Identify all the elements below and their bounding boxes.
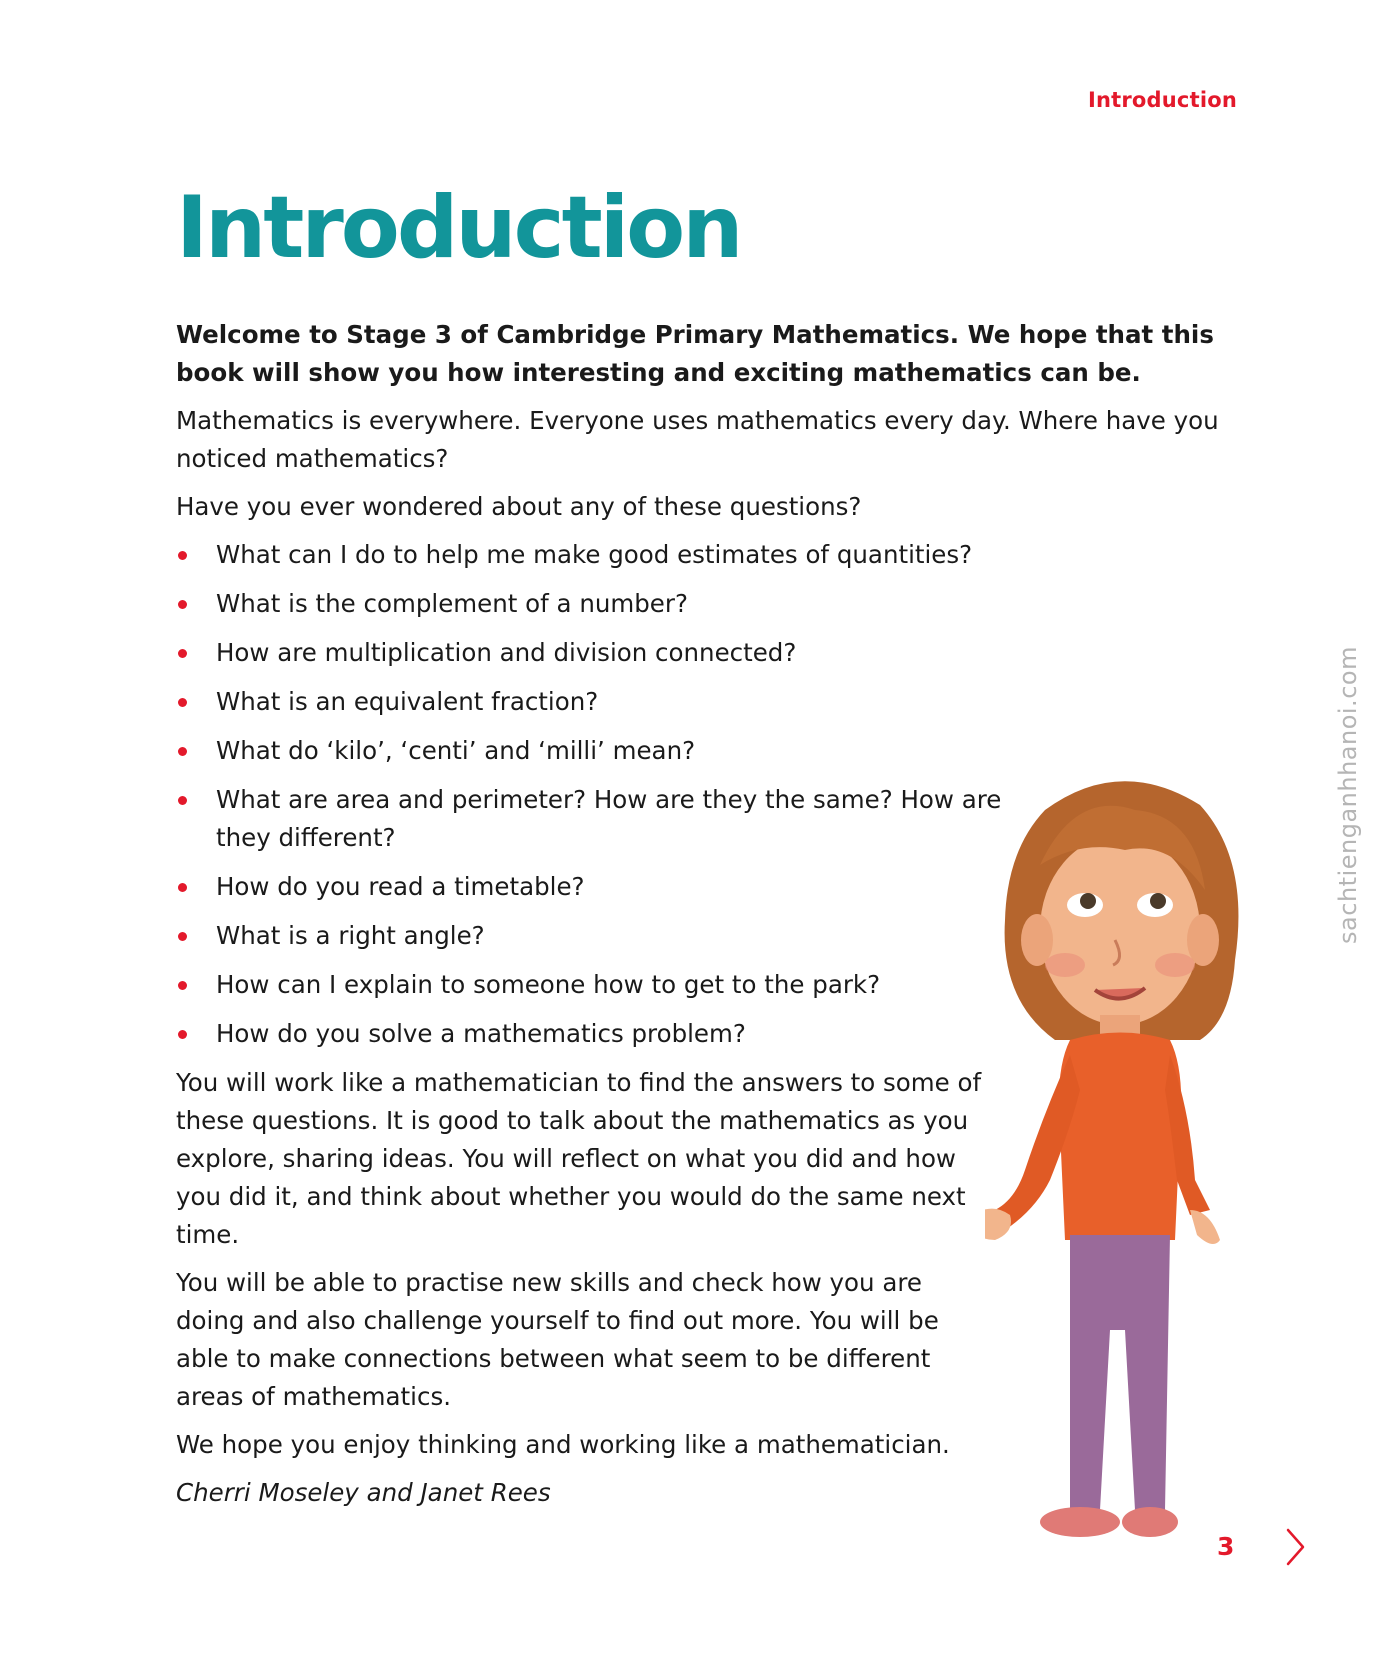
list-item — [176, 536, 1236, 574]
list-item-text: What is a right angle? — [216, 921, 485, 950]
list-item-text: How do you solve a mathematics problem? — [216, 1019, 746, 1048]
list-item-text: What is an equivalent fraction? — [216, 687, 599, 716]
enjoy-paragraph: We hope you enjoy thinking and working like a mathematician. — [176, 1430, 950, 1459]
bullet-icon — [178, 747, 187, 756]
authors: Cherri Moseley and Janet Rees — [176, 1478, 551, 1507]
bullet-icon — [178, 981, 187, 990]
list-item — [176, 781, 1006, 857]
everywhere-paragraph: Mathematics is everywhere. Everyone uses mathematics every day. Where have you noticed mathematics? — [176, 406, 1219, 473]
bullet-icon — [178, 698, 187, 707]
list-item-text: What is the complement of a number? — [216, 589, 688, 618]
list-item-text: How are multiplication and division connected? — [216, 638, 797, 667]
bullet-icon — [178, 883, 187, 892]
watermark: sachtienganhhanoi.com — [1334, 646, 1362, 944]
work-like-paragraph: You will work like a mathematician to find the answers to some of these questions. It is good to talk about the mathematics as you explore, sharing ideas. You will reflect on what you did and how you did it, and think about whether you would do the same next time. — [176, 1068, 982, 1249]
list-item-text: How can I explain to someone how to get to the park? — [216, 970, 881, 999]
running-head: Introduction — [1087, 88, 1237, 112]
practise-paragraph: You will be able to practise new skills and check how you are doing and also challenge yourself to find out more. You will be able to make connections between what seem to be different areas of mathematics. — [176, 1268, 939, 1411]
list-item-text: What can I do to help me make good estimates of quantities? — [216, 540, 973, 569]
questions-prompt: Have you ever wondered about any of these questions? — [176, 492, 862, 521]
list-item-text: What do ‘kilo’, ‘centi’ and ‘milli’ mean? — [216, 736, 696, 765]
intro-paragraph: Welcome to Stage 3 of Cambridge Primary Mathematics. We hope that this book will show you how interesting and exciting mathematics can be. — [176, 320, 1214, 387]
page-number: 3 — [1217, 1532, 1235, 1561]
list-item — [176, 634, 1236, 672]
bullet-icon — [178, 649, 187, 658]
list-item — [176, 732, 1236, 770]
bullet-icon — [178, 796, 187, 805]
page-title: Introduction — [176, 178, 741, 278]
list-item-text: How do you read a timetable? — [216, 872, 585, 901]
bullet-icon — [178, 600, 187, 609]
girl-illustration — [985, 770, 1255, 1550]
list-item-text: What are area and perimeter? How are they the same? How are they different? — [216, 785, 1002, 852]
bullet-icon — [178, 551, 187, 560]
bullet-icon — [178, 932, 187, 941]
list-item — [176, 683, 1236, 721]
list-item — [176, 585, 1236, 623]
chevron-right-icon[interactable] — [1285, 1527, 1307, 1567]
bullet-icon — [178, 1030, 187, 1039]
